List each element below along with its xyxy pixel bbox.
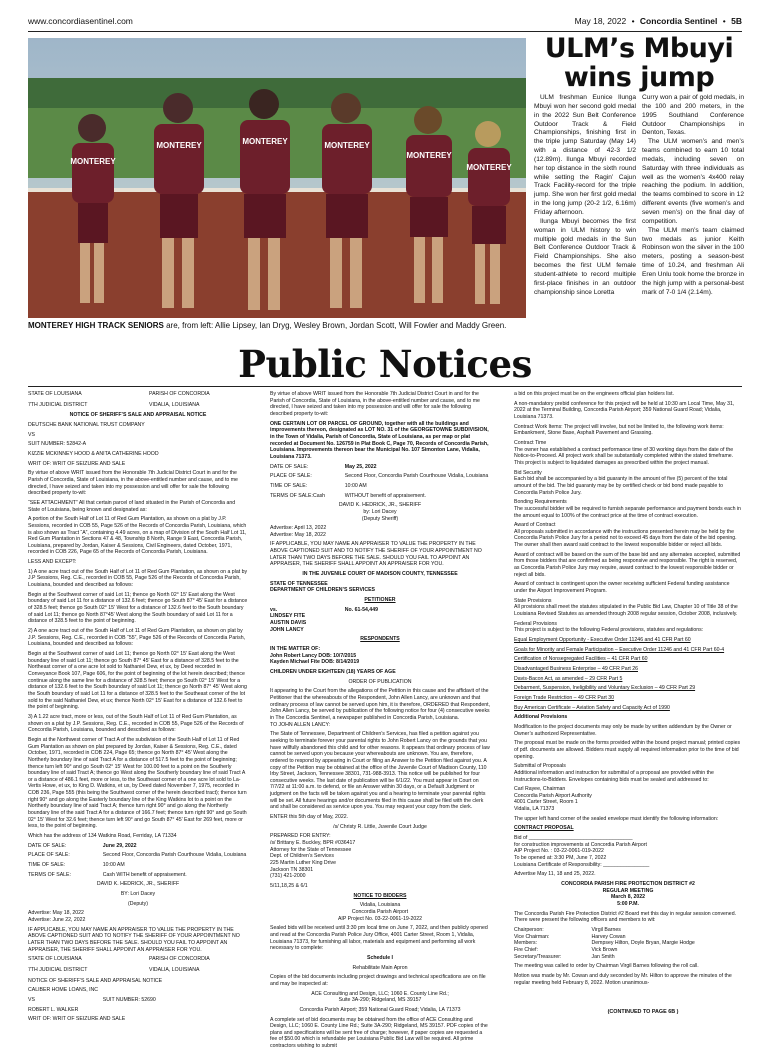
notice-heading-right: PARISH OF CONCORDIA (149, 956, 210, 963)
notice-paragraph: WRIT OF: WRIT OF SEIZURE AND SALE (28, 1016, 126, 1023)
notice-paragraph: IN THE JUVENILE COURT OF MADISON COUNTY, TENNESSEE (302, 571, 458, 578)
story-headline (534, 34, 744, 92)
notice-field-label: TERMS OF SALE:Cash (270, 492, 326, 499)
notice-paragraph: Bid Security Each bid shall be accompanied by a bid guaranty in the amount of five (5) percent of the total amount of the bid. The bid guaranty may be by certified check or bid bond made payable to Concordia Parish Police Jury. (514, 469, 728, 496)
notice-paragraph: Debarment, Suspension, Ineligibility and Voluntary Exclusion – 49 CFR Part 29 (514, 685, 696, 692)
notice-field (28, 843, 248, 850)
story-paragraph: The ULM women’s and men’s teams combined to earn 10 total medals, including seven on Saturday with three individuals as well as the women’s 4x400 relay reaching the podium. In addition, the teams combined to score in 12 different events (five women’s and seven men’s) on the final day of competition. (642, 138, 744, 225)
shirt-text-1: MONTEREY (70, 157, 116, 166)
notice-paragraph: Submittal of Proposals Additional information and instruction for submittal of a proposal are provided within the Instructions-to-Bidders. Envelopes containing bids must be sealed and addressed to: (514, 763, 714, 783)
notice-paragraph: ROBERT L. WALKER (28, 1006, 79, 1013)
notice-heading-row (28, 967, 248, 974)
shirt-text-4: MONTEREY (324, 141, 370, 150)
notice-paragraph: Advertise May 11, 18 and 25, 2022. (514, 871, 596, 878)
notice-paragraph: 2) A one acre tract out of the South Half of Lot 11 of Red Gum Plantation, as shown on plat by J.P. Sessions, Reg. C.E., recorded in COB “55”, Page 526 of the Records of Concordia Parish, Louisiana, bounded and described as follows: (28, 628, 246, 648)
story-paragraph: ULM freshman Eunice Ilunga Mbuyi won her second gold medal in the 2022 Sun Belt Conference Outdoor Track & Field Championships, finishing first in the triple jump Saturday (May 14) with a distance of 42-3 1/2 (12.89m). Ilunga Mbuyi recorded her top distance in the sixth round while setting the Ragin’ Cajun Track Facility-record for the triple jump. She won her first gold medal in the long jump (20-2 1/2, 6.16m) Friday afternoon. (534, 94, 636, 216)
notice-field-label: TERMS OF SALE: (28, 871, 71, 878)
notice-paragraph: Concordia Parish Airport; 359 National Guard Road; Vidalia, LA 71373 (299, 1006, 461, 1013)
notice-field-value: Second Floor, Concordia Parish Courthouse Vidalia, Louisiana (344, 473, 489, 480)
notice-paragraph: The Concordia Parish Fire Protection District #2 Board met this day in regular session convened. There were present the following officers and members to wit: (514, 910, 737, 924)
notice-paragraph: Which has the address of 134 Watkins Road, Ferriday, LA 71334 (28, 833, 177, 840)
notice-paragraph: BY: Lori Dacey (120, 891, 156, 897)
notice-field-label: Chairperson: Vice Chairman: Members: Fire Chief: Secretary/Treasurer: (514, 926, 562, 960)
notice-paragraph: Bonding Requirements The successful bidder will be required to furnish separate performance and payment bonds each in the amount equal to 100% of the contract price at the time of contract execution. (514, 499, 741, 519)
shirt-text-6: MONTEREY (466, 163, 512, 172)
header-website[interactable]: www.concordiasentinel.com (28, 16, 133, 26)
notice-paragraph: DAVID K. HEDRICK, JR., SHERIFF (96, 881, 180, 888)
notice-paragraph: “SEE ATTACHMENT” All that certain parcel of land situated in the Parish of Concordia and State of Louisiana, being known and designated as: (28, 499, 236, 513)
notice-paragraph: By virtue of above WRIT issued from the Honorable 7th Judicial District Court in and for the Parish of Concordia, State of Louisiana, in the above-entitled number and cause, and to me directed, I have seized and taken into my possession and will offer for sale the following described property to-wit: (270, 391, 480, 417)
header-divider (28, 31, 742, 32)
notice-field-label: TIME OF SALE: (270, 482, 308, 489)
notice-paragraph: Begin at the Southwest corner of said Lot 11; thence go North 02° 15' East along the West boundary of said Lot 11 for a distance of 132.6 feet; thence go South 87° 45' East for a distance of 328.5 feet; thence go South 02° 15' West for a distance of 132.6 feet to the South boundary of said Lot 11; thence go North 87°45' West along the South boundary of said Lot 11 for a distance of 328.5 feet to the point of beginning. (28, 591, 248, 625)
notice-paragraph: Disadvantaged Business Enterprise – 49 CFR Part 26 (514, 665, 638, 672)
notice-paragraph: (Deputy) (128, 900, 148, 907)
notice-paragraph: CONTRACT PROPOSAL (514, 825, 574, 832)
notice-paragraph: NOTICE OF SHERIFF’S SALE AND APPRAISAL NOTICE (69, 412, 207, 419)
notice-paragraph: SUIT NUMBER: 52842-A (28, 441, 87, 448)
notice-paragraph: ACE Consulting and Design, LLC; 1060 E. County Line Rd.; Suite 3A-290; Ridgeland, MS 39157 (311, 990, 449, 1004)
notice-paragraph: Vidalia, Louisiana Concordia Parish Airport AIP Project No. 03-22-0061-19-2022 (337, 902, 423, 922)
notice-field-value: Virgil Barnes Harvey Cowan Dempsey Hilton, Doyle Bryan, Margie Hodge Vick Brown Jan Smith (591, 926, 695, 960)
notice-paragraph: IF APPLICABLE, YOU MAY NAME AN APPRAISER TO VALUE THE PROPERTY IN THE ABOVE CAPTIONED SUIT AND TO NOTIFY THE SHERIFF OF YOUR APPOINTMENT NO LATER THAN TWO DAYS BEFORE THE SALE. SHOULD YOU FAIL TO APPOINT AN APPRAISER, THE SHERIFF SHALL APPOINT AN APPRAISER FOR YOU. (270, 541, 482, 568)
notice-paragraph: Rehabilitate Main Apron (352, 964, 408, 971)
headline-line-2: wins jump (563, 62, 715, 93)
notice-paragraph: Motion was made by Mr. Cowan and duly seconded by Mr. Hilton to approve the minutes of the regular meeting held February 8, 2022. Motion unanimous- (514, 972, 732, 986)
story-paragraph: Ilunga Mbuyi becomes the first woman in ULM history to win multiple gold medals in the Sun Belt Conference Outdoor Track & Field Championships. She also becomes the first ULM female student-athlete to record multiple first-place finishes in an outdoor championship since Loretta (534, 217, 636, 296)
notice-field-label: vs. LINDSEY FITE AUSTIN DAVIS JOHN LANCY (270, 606, 307, 633)
notice-heading-right: VIDALIA, LOUISIANA (149, 401, 200, 408)
header-right (575, 16, 742, 26)
notice-paragraph: CONCORDIA PARISH FIRE PROTECTION DISTRICT #2 REGULAR MEETING March 8, 2022 5:00 P.M. (561, 881, 695, 907)
public-notices-divider (28, 386, 742, 387)
notice-heading-left: STATE OF LOUISIANA (28, 391, 82, 397)
notice-paragraph: The State of Tennessee, Department of Children’s Services, has filed a petition against you seeking to terminate forever your parental rights to John Robert Lancy on the grounds that you have willfully abandoned this child and for other reasons. It appears that ordinary process of law cannot be served upon you because your whereabouts are unknown. You are, therefore, ordered to respond by appearing in Court or filing an Answer to the Petition filed against you. A copy of the Petition may be obtained at the office of the Juvenile Court of Madison County, 110 Irby Street, Jackson, Tennessee 38301, 731-988-3913. This notice will be published for four consecutive weeks. The last date of publication will be 6/1/22. You must appear in Court on 7/7/22 at 11:00 a.m. to defend, or file an Answer within 30 days, or a Default Judgment or judgment on the facts will be taken against you and a hearing to terminate your parental rights will be set. All future hearings and/or documents filed in this cause shall be filed with the clerk and shall be considered as service upon you. You may request your copy from the clerk. (270, 731, 490, 811)
notice-paragraph: Begin at the Southwest corner of said Lot 11; thence go North 02° 15' East along the West boundary line of said Lot 11; thence go South 87° 45' East for a distance of 328.5 feet to the Northeast corner of a one acre lot sold to Nathaniel Dew, et ux, by Deed recorded in Conveyance Book 107, Page 606, for the point of beginning of the lot herein described; thence continue along the same line for a distance of 328.5 feet; thence go South 02° 15' West for a distance of 132.6 feet to the South boundary of said Lot 11; thence go North 87° 45' West along the South boundary of said Lot 11 for a distance of 328.5 feet to the Southeast corner of the lot sold to the said Nathaniel Dew, et ux; thence North 02° 15' East for a distance of 132.6 feet to the point of beginning. (28, 651, 247, 711)
notice-field-value: Cash WITH benefit of appraisement. (102, 871, 187, 878)
notice-field-label: PLACE OF SALE: (270, 473, 312, 480)
notice-paragraph: Buy American Certificate – Aviation Safety and Capacity Act of 1990 (514, 704, 670, 711)
notice-paragraph: The meeting was called to order by Chairman Virgil Barnes following the roll call. (514, 963, 699, 970)
continued-note: (CONTINUED TO PAGE 6B ) (607, 1009, 679, 1015)
notice-field-label: DATE OF SALE: (28, 842, 67, 849)
notice-paragraph: Federal Provisions This project is subject to the following Federal provisions, statutes and regulations: (514, 620, 704, 634)
notice-paragraph: Modification to the project documents may only be made by written addendum by the Owner or Owner’s authorized Representative. (514, 723, 732, 737)
story-column-2 (642, 94, 744, 297)
notice-paragraph: Advertise: May 18, 2022 Advertise: June 22, 2022 (28, 910, 86, 923)
header-paper-name: Concordia Sentinel (639, 16, 718, 26)
story-paragraph: Curry won a pair of gold medals, in the 100 and 200 meters, in the 1995 Southland Conference Outdoor Championships in Denton, Texas. (642, 94, 744, 137)
notice-paragraph: KIZZIE MCKINNEY HOOD & ANITA CATHERINE HOOD (28, 450, 159, 457)
notice-paragraph: Award of Contract All proposals submitted in accordance with the instructions presented herein may be held by the Concordia Parish Police Jury for a period not to exceed 45 days from the date of the bid opening. The owner shall then award said contract to the lowest responsible bidder or reject all bids. (514, 522, 737, 549)
notice-field-label: VS (28, 996, 35, 1003)
notice-paragraph: Sealed bids will be received until 3:30 pm local time on June 7, 2022, and then publicly opened and read at the Concordia Parish Police Jury Office, 4001 Carter Street, Room 1, Vidalia, Louisiana 71373, for furnishing all labor, materials and equipment and performing all work necessary to complete: (270, 925, 488, 952)
notice-field-value: 10:00 AM (102, 862, 125, 869)
notice-paragraph: Schedule I (367, 954, 393, 961)
notice-paragraph: 1) A one acre tract out of the South Half of Lot 11 of Red Gum Plantation, as shown on a plat by J.P Sessions, Reg. C.E., recorded in COB 55, Page 526 of the Records of Concordia Parish, Louisiana, bounded and described as follows: (28, 568, 248, 589)
notice-paragraph: CHILDREN UNDER EIGHTEEN (18) YEARS OF AGE (270, 668, 396, 675)
notice-field-label: DATE OF SALE: (270, 463, 309, 470)
notice-paragraph: WRIT OF: WRIT OF SEIZURE AND SALE (28, 460, 126, 467)
notice-paragraph: Certification of Nonsegregated Facilities – 41 CFR Part 60 (514, 656, 648, 663)
notice-paragraph: Foreign Trade Restriction – 49 CFR Part 30 (514, 694, 615, 701)
notice-paragraph: IN THE MATTER OF: John Robert Lancy DOB: 10/7/2015 Kayden Michael Fite DOB: 8/14/2019 (270, 646, 360, 666)
notice-paragraph: By virtue of above WRIT issued from the Honorable 7th Judicial District Court in and for the Parish of Concordia, State of Louisiana, in the above-entitled number and cause, and to me directed, I have seized and taken into my possession and will offer for sale the following described property to-wit: (28, 470, 238, 497)
notice-paragraph: Carl Rayee, Chairman Concordia Parish Airport Authority 4001 Carter Street, Room 1 Vidalia, LA 71373 (514, 786, 592, 813)
notice-field-value: No. 61-54,449 (344, 606, 378, 613)
notice-paragraph: a bid on this project must be on the engineers official plan holders list. (514, 391, 674, 397)
notice-heading-left: 7TH JUDICIAL DISTRICT (28, 401, 88, 408)
notice-field-value: Second Floor, Concordia Parish Courthouse Vidalia, Louisiana (102, 852, 247, 859)
notice-paragraph: STATE OF TENNESSEE DEPARTMENT OF CHILDREN’S SERVICES (270, 580, 376, 594)
shirt-text-2: MONTEREY (156, 141, 202, 150)
notices-column-1 (28, 391, 248, 1023)
header-bullet: • (631, 16, 635, 26)
notice-paragraph: Davis-Bacon Act, as amended – 29 CFR Part 5 (514, 675, 623, 682)
notice-heading-left: STATE OF LOUISIANA (28, 956, 82, 963)
notice-field-value: June 29, 2022 (102, 842, 137, 849)
notice-field (28, 872, 248, 879)
headline-line-1: ULM’s Mbuyi (544, 33, 734, 64)
notice-field (28, 852, 248, 859)
notice-heading-row (28, 956, 248, 963)
notice-paragraph: Contract Work Items: The project will involve, but not be limited to, the following work items: Embankment, Stone Base, Asphalt Pavement and Grassing. (514, 423, 724, 437)
notice-paragraph: Award of contract is contingent upon the owner receiving sufficient Federal funding assistance under the Airport Improvement Program. (514, 581, 730, 595)
notice-paragraph: Contract Time The owner has established a contract performance time of 30 working days from the date of the Notice-to-Proceed. All project work shall be substantially completed within the stated timeframe. This project is subject to liquidated damages as prescribed within the project manual. (514, 439, 734, 466)
notice-paragraph: VS (28, 431, 35, 438)
header-page-number: 5B (731, 16, 742, 26)
notice-paragraph: Copies of the bid documents including project drawings and technical specifications are on file and may be inspected at: (270, 974, 486, 987)
caption-bold: MONTEREY HIGH TRACK SENIORS (28, 321, 164, 330)
notice-paragraph: Equal Employment Opportunity - Executive Order 11246 and 41 CFR Part 60 (514, 637, 691, 643)
notice-field (270, 483, 490, 490)
photo-caption (28, 321, 526, 332)
public-notices-title: Public Notices (238, 342, 532, 386)
header-bullet-2: • (722, 16, 726, 26)
notice-paragraph: State Provisions All provisions shall meet the statutes stipulated in the Public Bid Law, Chapter 10 of Title 38 of the Louisiana Revised Statutes as amended through 2008 regular session, October 2008, inclusively. (514, 597, 738, 618)
notice-heading-row (28, 402, 248, 409)
notice-paragraph: /s/ Christy R. Little, Juvenile Court Judge (333, 823, 427, 830)
notice-field (28, 997, 248, 1004)
notice-paragraph: The upper left hand corner of the sealed envelope must identify the following information: (514, 815, 719, 822)
notice-field (270, 473, 490, 480)
notice-paragraph: NOTICE OF SHERIFF’S SALE AND APPRAISAL NOTICE (28, 977, 163, 984)
notices-column-2 (270, 391, 491, 1050)
notice-paragraph: ONE CERTAIN LOT OR PARCEL OF GROUND, together with all the buildings and improvements thereon, designated as LOT NO. 31 of the GEORGETOWNE SUBDIVISION, in the Town of Vidalia, Parish of Concordia, State of Louisiana, as per map or plat recorded at Document No. 126759 in Plat Book C, Page 70, Records of Concordia Parish, Louisiana. Improvements thereon bear the Municipal No. 107 Simonton Lane, Vidalia, Louisiana 71373. (270, 420, 489, 460)
notice-paragraph: DEUTSCHE BANK NATIONAL TRUST COMPANY (28, 421, 145, 428)
notice-paragraph: NOTICE TO BIDDERS (353, 892, 407, 899)
notice-paragraph: Additional Provisions (514, 714, 568, 721)
notice-field (270, 493, 490, 500)
notice-paragraph: ENTER this 5th day of May, 2022. (270, 814, 349, 821)
notice-paragraph: LESS AND EXCEPT: (28, 559, 77, 566)
notice-paragraph: A non-mandatory prebid conference for this project will be held at 10:30 am Local Time, May 31, 2022 at the Terminal Building, Concordia Parish Airport; 359 National Guard Road; Vidalia, Louisiana 71373. (514, 400, 735, 420)
story-column-1 (534, 94, 636, 297)
notice-paragraph: PREPARED FOR ENTRY: /s/ Brittany E. Buckley, BPR #036417 Attorney for the State of Tennessee Dept. of Children’s Services 225 Martin Luther King Drive Jackson TN 38301 (731) 421-2000 (270, 833, 356, 880)
notice-paragraph: 3) A 1.22 acre tract, more or less, out of the South Half of Lot 11 of Red Gum Plantation, as shown on a plat by J.P. Sessions, Reg. C.E., recorded in COB 55, Page 526 of the Records of Concordia Parish, Louisiana, bounded and described as follows: (28, 713, 244, 734)
shirt-text-5: MONTEREY (406, 151, 452, 160)
notice-paragraph: 5/11,18,25 & 6/1 (270, 883, 308, 889)
notice-field-label: PLACE OF SALE: (28, 852, 70, 859)
notice-paragraph: IF APPLICABLE, YOU MAY NAME AN APPRAISER TO VALUE THE PROPERTY IN THE ABOVE CAPTIONED SUIT AND TO NOTIFY THE SHERIFF OF YOUR APPOINTMENT NO LATER THAN TWO DAYS BEFORE THE SALE. SHOULD YOU FAIL TO APPOINT AN APPRAISER, THE SHERIFF SHALL APPOINT AN APPRAISER FOR YOU. (28, 926, 240, 953)
notice-paragraph: Award of contract will be based on the sum of the base bid and any alternates accepted, submitted from those bidders that are confirmed as being responsive and responsible. The right is reserved, as Concordia Parish Police Jury may require, award contract to the lowest responsible bidder or reject all bids. (514, 551, 741, 578)
notice-heading-row (28, 391, 248, 398)
notice-paragraph: Bid of ____________________________________ for construction improvements at Concordia Parish Airport AIP Project No. : 03-22-0061-019-2022 To be opened at: 3:30 PM, June 7, 2022 Louisiana Certificate of Responsibility: ________________ (514, 835, 650, 868)
notice-heading-left: 7TH JUDICIAL DISTRICT (28, 966, 88, 973)
notice-paragraph: PETITIONER (364, 597, 396, 604)
notice-paragraph: CALIBER HOME LOANS, INC (28, 987, 99, 994)
notice-heading-right: PARISH OF CONCORDIA (149, 391, 210, 397)
notice-paragraph: Goals for Minority and Female Participation – Executive Order 11246 and 41 CFR Part 60-4 (514, 646, 725, 653)
notice-field-value: May 25, 2022 (344, 463, 377, 470)
notice-field (514, 927, 742, 960)
notice-field-value: SUIT NUMBER: 52690 (102, 996, 156, 1003)
caption-rest: are, from left: Allie Lipsey, Ian Dryg, Wesley Brown, Jordan Scott, Will Fowler and Maddy Green. (163, 321, 507, 330)
notice-field-value: 10:00 AM (344, 482, 367, 489)
track-seniors-photo (28, 38, 526, 318)
shirt-text-3: MONTEREY (242, 137, 288, 146)
notice-paragraph: Begin at the Northwest corner of Tract A of the subdivision of the South Half of Lot 11 of Red Gum Plantation as shown on plat prepared by Jordan, Kaiser & Sessions, Reg. C.E., dated October, 1971, recorded in COB 224, Page 65; thence go North 87° 45' West along the Northerly boundary line of said Tract A for a distance of 517.5 feet to the point of beginning; thence turn left 90° and go South 02° 15' West for 100.00 feet to a point on the Southerly boundary line of said Tract A; thence go West along the Southerly boundary line of said Tract A or a distance of 486.1 feet, more or less, to the Southeast corner of a one acre lot sold to La-Vertis Howe, et ux, to King D. Watkins, et ux, by Deed dated November 7, 1975, recorded in COB 236, Page 555 (this being the Southwest corner of the herein described tract); thence turn right 90° and go along the Easterly boundary line of the King Watkins lot to a point on the Northerly boundary line of said Tract A; thence turn right 90° and go along the Northerly boundary line of the said Tract A for a distance of 166.7 feet; thence turn right 90° and go South 02° 15' West for 32.6 feet; thence turn left 90° and go South 87° 45' East for 269 feet, more or less, to the point of beginning. (28, 736, 247, 830)
notice-paragraph: A complete set of bid documents may be obtained from the office of ACE Consulting and Design, LLC; 1060 E. County Line Rd.; Suite 3A-290; Ridgeland, MS 39157. PDF copies of the plans and specifications will be sent free of charge; however, if paper copies are requested a fee of $50.00 which is refundable per Louisiana Public Bid Law will be required. All prime contractors wishing to submit (270, 1016, 488, 1050)
notice-field-value: WITHOUT benefit of appraisement. (344, 492, 427, 499)
notice-paragraph: The proposal must be made on the forms provided within the bound project manual; printed copies of pdf. documents are allowed. Bidders must supply all required information prior to the time of bid opening. (514, 740, 741, 760)
story-paragraph: The ULM men’s team claimed two medals as junior Keith Robinson won the silver in the 100 meters, posting a season-best time of 10.24, and freshman Ali Eren Unlu took home the bronze in the high jump with a personal-best mark of 7-0 1/4 (2.14m). (642, 226, 744, 296)
notice-paragraph: A portion of the South Half of Lot 11 of Red Gum Plantation, as shown on a plat by J.P. Sessions, recorded in COB 55, Page 526 of the Records of Concordia Parish, Louisiana, which is also shown as Tract “A”, containing 4.49 acres, on a map of Division of the South Half Lot 11, Red Gum Plantation in Sections 47 & 48, Township 8 North, Range 9 East, Concordia Parish, Louisiana, prepared by Jordan, Kaiser & Sessions, Civil Engineers, dated October, 1971, recorded in COB 226, Page 65 of the Records of Concordia Parish, Louisiana. (28, 516, 247, 556)
notice-field (28, 862, 248, 869)
photo-illustration (28, 38, 526, 318)
notices-column-3 (514, 391, 742, 1013)
header-date: May 18, 2022 (574, 16, 627, 26)
notice-paragraph: Advertise: April 13, 2022 Advertise: May 18, 2022 (270, 525, 327, 538)
notice-paragraph: ORDER OF PUBLICATION (348, 678, 412, 685)
notice-field (270, 464, 490, 471)
notice-paragraph: It appearing to the Court from the allegations of the Petition in this cause and the affidavit of the Petitioner that the whereabouts of the Respondent, John Allen Lancy, are unknown and that ordinary process of law cannot be served upon him, it is therefore, ORDERED that Respondent, John Allen Lancy, be served by publication of the following notice for four (4) consecutive weeks in The Concordia Sentinel, a newspaper published in Concordia Parish, Louisiana. TO JOHN ALLEN LANCY: (270, 688, 491, 728)
notice-paragraph: RESPONDENTS (360, 636, 400, 643)
notice-heading-right: VIDALIA, LOUISIANA (149, 966, 200, 973)
notice-field (270, 607, 490, 634)
notice-paragraph: DAVID K. HEDRICK, JR., SHERIFF by: Lori Dacey (Deputy Sheriff) (338, 502, 422, 522)
notice-field-label: TIME OF SALE: (28, 862, 66, 869)
